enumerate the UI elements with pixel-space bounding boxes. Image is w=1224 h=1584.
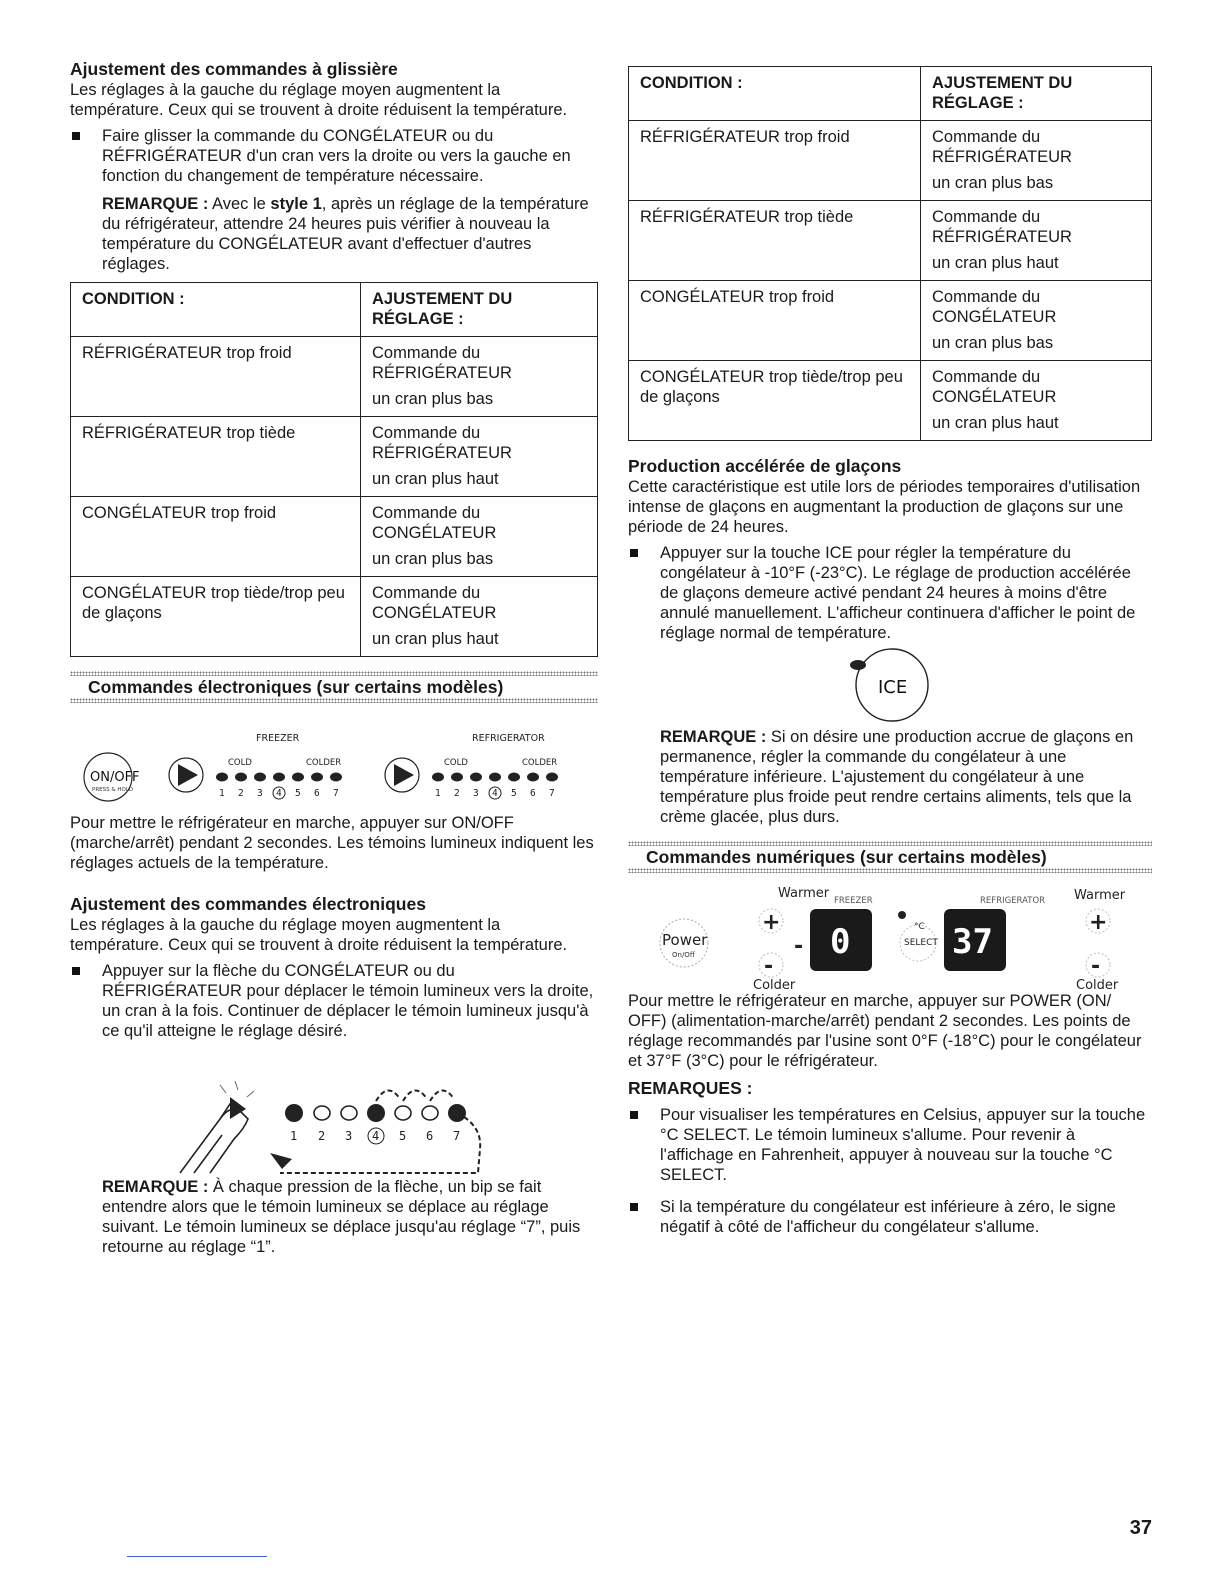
note-text: , après un réglage de la température du réfrigérateur, attendre 24 heures puis vérifier à nouveau la température du CONGÉLATEUR avant d'effectuer d'autres réglages. bbox=[102, 195, 589, 273]
adjustment-cell bbox=[921, 361, 1152, 441]
note-label: REMARQUE : bbox=[660, 728, 767, 746]
table-row bbox=[71, 497, 598, 577]
svg-text:7: 7 bbox=[333, 788, 339, 799]
adjustment-control: Commande du CONGÉLATEUR bbox=[372, 584, 497, 622]
svg-text:5: 5 bbox=[511, 788, 517, 799]
freezer-plus-icon: + bbox=[762, 910, 781, 935]
slide-controls-intro: Les réglages à la gauche du réglage moyen augmentent la température. Ceux qui se trouvent à droite réduisent la température. bbox=[70, 81, 568, 119]
svg-text:3: 3 bbox=[257, 788, 263, 799]
condition-cell: CONGÉLATEUR trop froid bbox=[629, 281, 921, 361]
adjustment-step: un cran plus haut bbox=[372, 630, 499, 648]
table-row bbox=[71, 577, 598, 657]
select-label: SELECT bbox=[904, 938, 938, 948]
adjustment-step: un cran plus haut bbox=[932, 254, 1059, 272]
svg-text:4: 4 bbox=[492, 788, 498, 799]
numeric-controls-heading bbox=[628, 841, 1152, 873]
adjustment-step: un cran plus bas bbox=[932, 174, 1054, 192]
svg-text:2: 2 bbox=[318, 1129, 326, 1143]
condition-cell: RÉFRIGÉRATEUR trop froid bbox=[71, 337, 361, 417]
bullet-text: Faire glisser la commande du CONGÉLATEUR ou du RÉFRIGÉRATEUR d'un cran vers la droite ou vers la gauche en fonction du changement de température nécessaire. bbox=[102, 127, 571, 185]
note-text: Si on désire une production accrue de glaçons en permanence, régler la commande du congélateur à une température inférieure. L'ajustement du congélateur à une température plus froide peut rendre certains aliments, tels que la crème glacée, plus durs. bbox=[660, 728, 1134, 826]
press-rays-icon bbox=[220, 1081, 254, 1097]
ice-bullet bbox=[628, 543, 1152, 643]
freezer-warmer-label: Warmer bbox=[778, 886, 830, 901]
electronic-power-text: Pour mettre le réfrigérateur en marche, appuyer sur ON/OFF (marche/arrêt) pendant 2 secondes. Les témoins lumineux indiquent les réglages actuels de la température. bbox=[70, 814, 594, 872]
svg-text:2: 2 bbox=[454, 788, 460, 799]
adjustment-header: AJUSTEMENT DU RÉGLAGE : bbox=[361, 283, 598, 337]
svg-text:3: 3 bbox=[473, 788, 479, 799]
ice-button-label: ICE bbox=[878, 677, 908, 698]
adjustment-step: un cran plus haut bbox=[932, 414, 1059, 432]
negative-sign-icon: - bbox=[794, 934, 804, 959]
table-row bbox=[629, 281, 1152, 361]
bullet-text: Appuyer sur la touche ICE pour régler la température du congélateur à -10°F (-23°C). Le réglage de production accélérée de glaçons demeure activé pendant 24 heures à moins d'être annulé manuellement. L'afficheur continuera d'afficher le point de réglage normal de température. bbox=[660, 544, 1136, 642]
svg-text:4: 4 bbox=[276, 788, 282, 799]
footer-rule bbox=[127, 1556, 267, 1557]
remark-item bbox=[628, 1197, 1152, 1237]
adjust-electronic-heading: Ajustement des commandes électroniques bbox=[70, 894, 426, 914]
condition-cell: CONGÉLATEUR trop tiède/trop peu de glaçons bbox=[629, 361, 921, 441]
adjustment-table-left bbox=[70, 282, 598, 657]
electronic-panel-illustration bbox=[70, 703, 598, 813]
numeric-panel-figure bbox=[628, 873, 1152, 991]
celsius-label: °C bbox=[914, 922, 925, 932]
freezer-setting-numbers bbox=[219, 787, 339, 799]
cycle-arrows-icon bbox=[280, 1090, 480, 1173]
led-row-icon bbox=[285, 1104, 466, 1122]
return-arrow-glyph bbox=[270, 1153, 292, 1169]
adjustment-cell bbox=[921, 281, 1152, 361]
adjustment-control: Commande du CONGÉLATEUR bbox=[372, 504, 497, 542]
refrigerator-setting-numbers bbox=[435, 787, 555, 799]
svg-text:6: 6 bbox=[426, 1129, 434, 1143]
page-number: 37 bbox=[1129, 1517, 1152, 1539]
freezer-label: FREEZER bbox=[256, 733, 300, 744]
table-row bbox=[629, 201, 1152, 281]
svg-text:6: 6 bbox=[314, 788, 320, 799]
adjustment-header: AJUSTEMENT DU RÉGLAGE : bbox=[921, 67, 1152, 121]
freezer-led-row bbox=[216, 773, 342, 782]
refrigerator-label: REFRIGERATOR bbox=[472, 733, 545, 744]
adjustment-cell bbox=[361, 417, 598, 497]
condition-cell: CONGÉLATEUR trop tiède/trop peu de glaçons bbox=[71, 577, 361, 657]
condition-cell: RÉFRIGÉRATEUR trop tiède bbox=[71, 417, 361, 497]
onoff-label: ON/OFF bbox=[90, 770, 140, 785]
condition-cell: RÉFRIGÉRATEUR trop froid bbox=[629, 121, 921, 201]
numeric-power-text: Pour mettre le réfrigérateur en marche, appuyer sur POWER (ON/ OFF) (alimentation-marche/arrêt) pendant 2 secondes. Les points de réglage recommandés par l'usine sont 0°F (-18°C) pour le congélateur et 37°F (3°C) pour le réfrigérateur. bbox=[628, 992, 1142, 1070]
ice-button-figure bbox=[628, 643, 1152, 723]
note-style: style 1 bbox=[270, 195, 322, 213]
power-onoff-label: On/Off bbox=[672, 951, 695, 959]
svg-text:5: 5 bbox=[295, 788, 301, 799]
ice-heading: Production accélérée de glaçons bbox=[628, 456, 902, 476]
adjustment-cell bbox=[921, 201, 1152, 281]
condition-header: CONDITION : bbox=[71, 283, 361, 337]
adjust-electronic-bullet bbox=[70, 961, 598, 1041]
refrigerator-plus-icon: + bbox=[1089, 910, 1108, 935]
svg-text:5: 5 bbox=[399, 1129, 407, 1143]
ice-intro: Cette caractéristique est utile lors de périodes temporaires d'utilisation intense de glaçons en augmentant la production de glaçons sur une période de 24 heures. bbox=[628, 478, 1141, 536]
svg-text:4: 4 bbox=[372, 1129, 380, 1143]
table-row bbox=[629, 361, 1152, 441]
refrigerator-label: REFRIGERATOR bbox=[980, 896, 1046, 906]
section-title: Commandes électroniques (sur certains modèles) bbox=[88, 677, 504, 697]
table-row bbox=[629, 121, 1152, 201]
adjustment-control: Commande du RÉFRIGÉRATEUR bbox=[932, 208, 1072, 246]
condition-cell: CONGÉLATEUR trop froid bbox=[71, 497, 361, 577]
remarks-heading: REMARQUES : bbox=[628, 1078, 753, 1098]
ice-note bbox=[628, 727, 1152, 827]
svg-text:1: 1 bbox=[290, 1129, 298, 1143]
bullet-text: Appuyer sur la flèche du CONGÉLATEUR ou du RÉFRIGÉRATEUR pour déplacer le témoin lumineux vers la droite, un cran à la fois. Continuer de déplacer le témoin lumineux jusqu'à ce qu'il atteigne le réglage désiré. bbox=[102, 962, 594, 1040]
adjustment-control: Commande du RÉFRIGÉRATEUR bbox=[372, 424, 512, 462]
freezer-minus-icon: - bbox=[764, 954, 774, 979]
arrow-press-illustration bbox=[70, 1045, 598, 1177]
slide-controls-heading: Ajustement des commandes à glissière bbox=[70, 59, 398, 79]
bullet-text: Pour visualiser les températures en Celsius, appuyer sur la touche °C SELECT. Le témoin lumineux s'allume. Pour revenir à l'affichage en Fahrenheit, appuyer à nouveau sur la touche °C SELECT. bbox=[660, 1106, 1146, 1184]
freezer-colder-label: Colder bbox=[753, 978, 796, 991]
freezer-display-value: 0 bbox=[830, 922, 851, 962]
note-text: À chaque pression de la flèche, un bip se fait entendre alors que le témoin lumineux se déplace au réglage suivant. Le témoin lumineux se déplace jusqu'au réglage “7”, puis retourne au réglage “1”. bbox=[102, 1178, 581, 1256]
table-row bbox=[71, 337, 598, 417]
adjustment-control: Commande du CONGÉLATEUR bbox=[932, 368, 1057, 406]
svg-text:7: 7 bbox=[453, 1129, 461, 1143]
adjustment-control: Commande du RÉFRIGÉRATEUR bbox=[372, 344, 512, 382]
condition-cell: RÉFRIGÉRATEUR trop tiède bbox=[629, 201, 921, 281]
svg-text:6: 6 bbox=[530, 788, 536, 799]
adjustment-control: Commande du CONGÉLATEUR bbox=[932, 288, 1057, 326]
note-label: REMARQUE : bbox=[102, 1178, 209, 1196]
svg-text:7: 7 bbox=[549, 788, 555, 799]
arrow-press-figure bbox=[70, 1045, 598, 1177]
electronic-panel-figure bbox=[70, 703, 598, 813]
refrigerator-display-value: 37 bbox=[952, 922, 993, 962]
refrigerator-colder-label: COLDER bbox=[522, 758, 558, 768]
adjustment-control: Commande du RÉFRIGÉRATEUR bbox=[932, 128, 1072, 166]
dotted-rule bbox=[628, 841, 1152, 846]
adjustment-step: un cran plus bas bbox=[372, 550, 494, 568]
refrigerator-colder-label: Colder bbox=[1076, 978, 1119, 991]
refrigerator-warmer-label: Warmer bbox=[1074, 888, 1126, 903]
slide-controls-note bbox=[70, 194, 598, 274]
adjustment-cell bbox=[361, 337, 598, 417]
adjustment-step: un cran plus bas bbox=[932, 334, 1054, 352]
bullet-text: Si la température du congélateur est inférieure à zéro, le signe négatif à côté de l'afficheur du congélateur s'allume. bbox=[660, 1198, 1116, 1236]
svg-text:1: 1 bbox=[435, 788, 441, 799]
power-label: Power bbox=[662, 931, 708, 949]
refrigerator-minus-icon: - bbox=[1091, 954, 1101, 979]
dotted-rule bbox=[70, 671, 598, 676]
ice-led-icon bbox=[850, 660, 866, 670]
table-row bbox=[71, 417, 598, 497]
adjust-electronic-intro: Les réglages à la gauche du réglage moyen augmentent la température. Ceux qui se trouvent à droite réduisent la température. bbox=[70, 916, 568, 954]
adjustment-table-right bbox=[628, 66, 1152, 441]
right-column bbox=[628, 66, 1152, 1237]
condition-header: CONDITION : bbox=[629, 67, 921, 121]
note-text: Avec le bbox=[208, 195, 271, 213]
celsius-led-icon bbox=[898, 911, 906, 919]
adjustment-step: un cran plus haut bbox=[372, 470, 499, 488]
adjust-electronic-note bbox=[70, 1177, 598, 1257]
arrow-figure-setting-numbers bbox=[290, 1128, 460, 1144]
adjustment-cell bbox=[921, 121, 1152, 201]
section-title: Commandes numériques (sur certains modèles) bbox=[646, 847, 1047, 867]
ice-button-illustration bbox=[628, 643, 1152, 723]
freezer-cold-label: COLD bbox=[228, 758, 252, 768]
numeric-panel-illustration bbox=[628, 873, 1152, 991]
note-label: REMARQUE : bbox=[102, 195, 209, 213]
svg-text:1: 1 bbox=[219, 788, 225, 799]
electronic-controls-heading bbox=[70, 671, 598, 703]
left-column bbox=[70, 58, 598, 1257]
slide-controls-bullet bbox=[70, 126, 598, 186]
refrigerator-led-row bbox=[432, 773, 558, 782]
adjustment-step: un cran plus bas bbox=[372, 390, 494, 408]
svg-text:2: 2 bbox=[238, 788, 244, 799]
freezer-label: FREEZER bbox=[834, 896, 873, 906]
refrigerator-cold-label: COLD bbox=[444, 758, 468, 768]
remark-item bbox=[628, 1105, 1152, 1185]
freezer-colder-label: COLDER bbox=[306, 758, 342, 768]
press-hold-label: PRESS & HOLD bbox=[92, 787, 134, 793]
svg-text:3: 3 bbox=[345, 1129, 353, 1143]
adjustment-cell bbox=[361, 497, 598, 577]
adjustment-cell bbox=[361, 577, 598, 657]
